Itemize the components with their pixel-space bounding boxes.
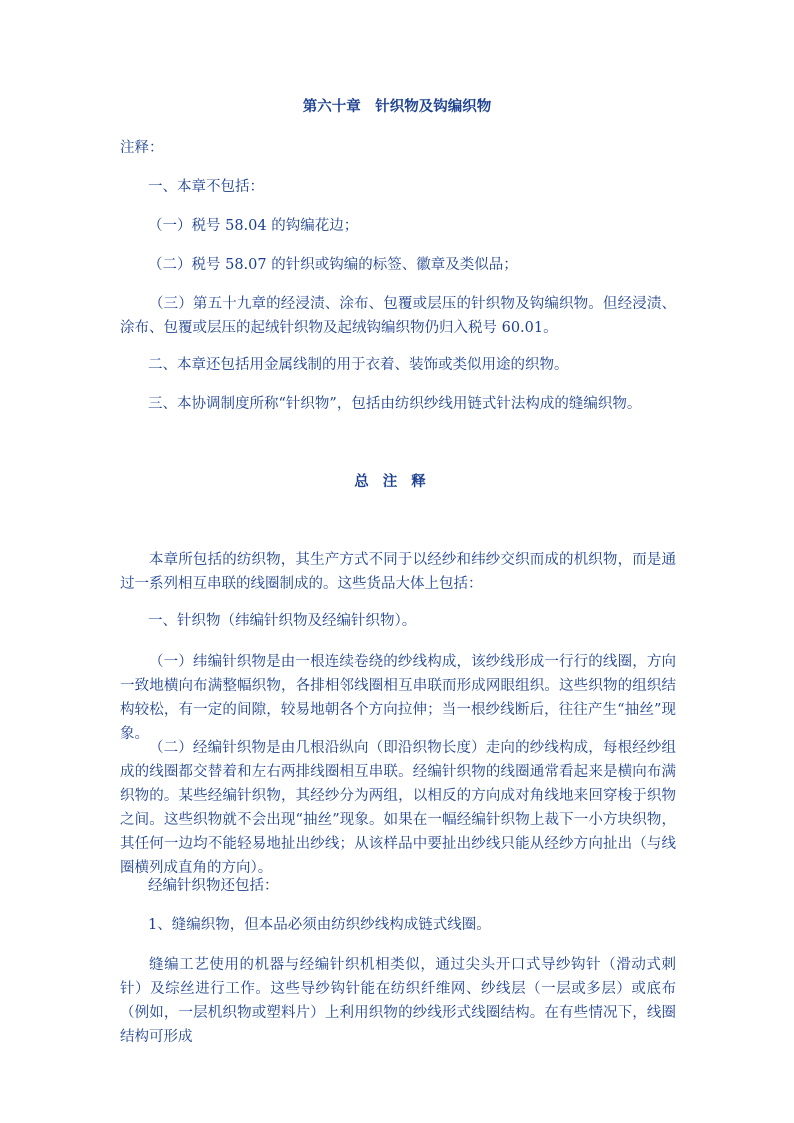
notes-heading: 注释： [120,140,164,156]
general-notes-title: 总注释 [354,473,440,490]
note-item-1-2: （二）税号 58.07 的针织或钩编的标签、徽章及类似品； [148,257,518,273]
note-item-1: 一、本章不包括： [148,179,264,195]
stitch-bonded-description: 缝编工艺使用的机器与经编针织机相类似，通过尖头开口式导纱钩针（滑动式刺针）及综丝进行工作。这些导纱钩针能在纺织纤维网、纱线层（一层或多层）或底布（例如，一层机织物或塑料片）上利用织物的纱线形式线圈结构。在有些情况下，线圈结构可形成 [120,957,676,1045]
section-1-2-paragraph: （二）经编针织物是由几根沿纵向（即沿织物长度）走向的纱线构成，每根经纱组成的线圈都交替着和左右两排线圈相互串联。经编针织物的线圈通常看起来是横向布满织物的。某些经编针织物，其经纱分为两组，以相反的方向成对角线地来回穿梭于织物之间。这些织物就不会出现“抽丝”现象。如果在一幅经编针织物上裁下一小方块织物，其任何一边均不能轻易地扯出纱线；从该样品中要扯出纱线只能从经纱方向扯出（与线圈横列成直角的方向）。 [120,740,676,876]
note-item-1-3: （三）第五十九章的经浸渍、涂布、包覆或层压的针织物及钩编织物。但经浸渍、涂布、包覆或层压的起绒针织物及起绒钩编织物仍归入税号 60.01。 [120,296,676,336]
section-1-1-paragraph: （一）纬编针织物是由一根连续卷绕的纱线构成，该纱线形成一行行的线圈，方向一致地横向布满整幅织物，各排相邻线圈相互串联而形成网眼组织。这些织物的组织结构较松，有一定的间隙，较易地朝各个方向拉伸；当一根纱线断后，往往产生“抽丝”现象。 [120,654,676,742]
section-1-heading: 一、针织物（纬编针织物及经编针织物）。 [148,613,417,629]
general-intro: 本章所包括的纺织物，其生产方式不同于以经纱和纬纱交织而成的机织物，而是通过一系列相互串联的线圈制成的。这些货品大体上包括： [120,552,676,592]
stitch-bonded-item: 1、缝编织物，但本品必须由纺织纱线构成链式线圈。 [148,917,491,933]
warp-also-heading: 经编针织物还包括： [148,878,279,894]
chapter-title: 第六十章 针织物及钩编织物 [302,98,492,115]
note-item-2: 二、本章还包括用金属线制的用于衣着、装饰或类似用途的织物。 [148,357,569,373]
note-item-3: 三、本协调制度所称“针织物”，包括由纺织纱线用链式针法构成的缝编织物。 [148,396,642,412]
note-item-1-1: （一）税号 58.04 的钩编花边； [148,218,359,234]
